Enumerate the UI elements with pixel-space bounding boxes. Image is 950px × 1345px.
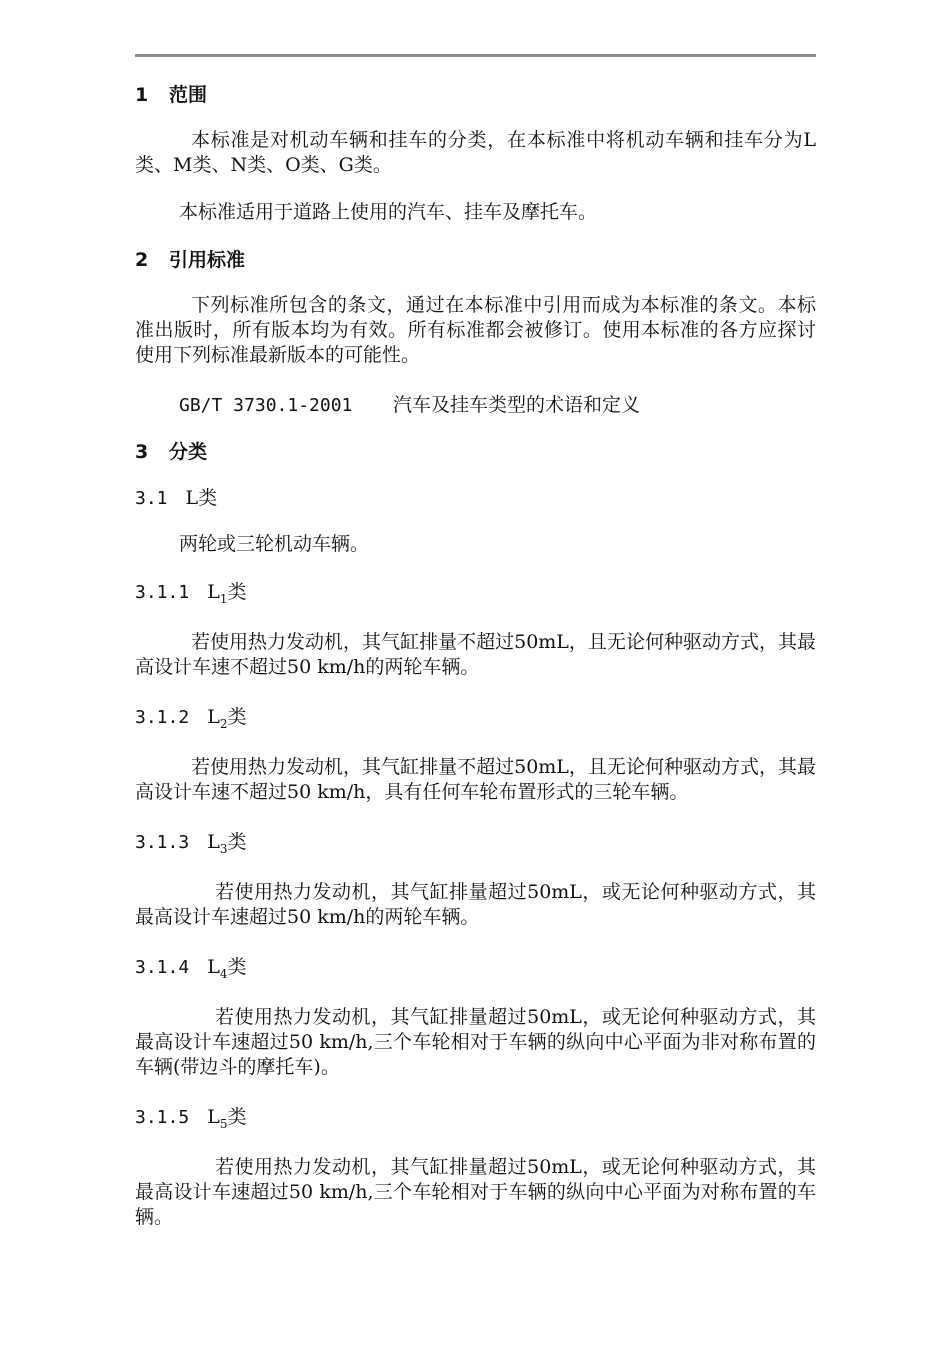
clause-suffix: 类 (227, 831, 247, 853)
clause-letter: L (207, 831, 220, 853)
section-title: 分类 (169, 441, 208, 463)
clause-letter: L (207, 1106, 220, 1128)
clause-3-1-4-heading (135, 954, 816, 981)
clause-3-1-1-description: 若使用热力发动机，其气缸排量不超过50mL，且无论何种驱动方式，其最高设计车速不超过50 km/h的两轮车辆。 (135, 631, 816, 678)
clause-letter: L (207, 706, 220, 728)
clause-number: 3.1.5 (135, 1107, 190, 1128)
reference-standard-entry (135, 392, 816, 419)
clause-3-1-3-description: 若使用热力发动机，其气缸排量超过50mL，或无论何种驱动方式，其最高设计车速超过50 km/h的两轮车辆。 (135, 881, 816, 928)
clause-3-1-description: 两轮或三轮机动车辆。 (179, 533, 370, 555)
clause-subscript: 4 (219, 967, 228, 981)
clause-label: L类 (185, 487, 218, 509)
clause-number: 3.1.2 (135, 707, 190, 728)
clause-3-1-3-heading (135, 829, 816, 856)
clause-number: 3.1 (135, 488, 168, 509)
reference-title: 汽车及挂车类型的术语和定义 (393, 394, 641, 416)
reference-code: GB/T 3730.1-2001 (179, 395, 353, 416)
clause-number: 3.1.4 (135, 957, 190, 978)
clause-suffix: 类 (227, 956, 247, 978)
clause-number: 3.1.1 (135, 582, 190, 603)
section-number: 2 (135, 249, 149, 271)
scope-paragraph-2: 本标准适用于道路上使用的汽车、挂车及摩托车。 (179, 201, 598, 223)
clause-suffix: 类 (227, 1106, 247, 1128)
section-title: 范围 (169, 84, 208, 106)
clause-3-1-heading (135, 485, 816, 512)
clause-subscript: 5 (219, 1117, 228, 1131)
section-number: 3 (135, 441, 149, 463)
clause-3-1-4-description: 若使用热力发动机，其气缸排量超过50mL，或无论何种驱动方式，其最高设计车速超过50 km/h,三个车轮相对于车辆的纵向中心平面为非对称布置的车辆(带边斗的摩托车)。 (135, 1006, 816, 1078)
section-1-heading (135, 82, 816, 108)
clause-3-1-2-description: 若使用热力发动机，其气缸排量不超过50mL，且无论何种驱动方式，其最高设计车速不超过50 km/h，具有任何车轮布置形式的三轮车辆。 (135, 756, 816, 803)
header-rule (135, 54, 816, 57)
reference-paragraph: 下列标准所包含的条文，通过在本标准中引用而成为本标准的条文。本标准出版时，所有版本均为有效。所有标准都会被修订。使用本标准的各方应探讨使用下列标准最新版本的可能性。 (135, 294, 816, 366)
clause-3-1-5-description: 若使用热力发动机，其气缸排量超过50mL，或无论何种驱动方式，其最高设计车速超过50 km/h,三个车轮相对于车辆的纵向中心平面为对称布置的车辆。 (135, 1156, 816, 1228)
section-3-heading (135, 439, 816, 465)
clause-subscript: 2 (219, 717, 228, 731)
clause-3-1-1-heading (135, 579, 816, 606)
section-number: 1 (135, 84, 149, 106)
clause-letter: L (207, 956, 220, 978)
clause-3-1-2-heading (135, 704, 816, 731)
section-title: 引用标准 (169, 249, 246, 271)
clause-3-1-5-heading (135, 1104, 816, 1131)
section-2-heading (135, 247, 816, 273)
scope-paragraph-1: 本标准是对机动车辆和挂车的分类，在本标准中将机动车辆和挂车分为L类、M类、N类、O类、G类。 (135, 129, 816, 176)
clause-subscript: 1 (219, 592, 228, 606)
clause-letter: L (207, 581, 220, 603)
clause-number: 3.1.3 (135, 832, 190, 853)
clause-suffix: 类 (227, 706, 247, 728)
clause-subscript: 3 (219, 842, 228, 856)
clause-suffix: 类 (227, 581, 247, 603)
document-body (135, 82, 816, 1230)
